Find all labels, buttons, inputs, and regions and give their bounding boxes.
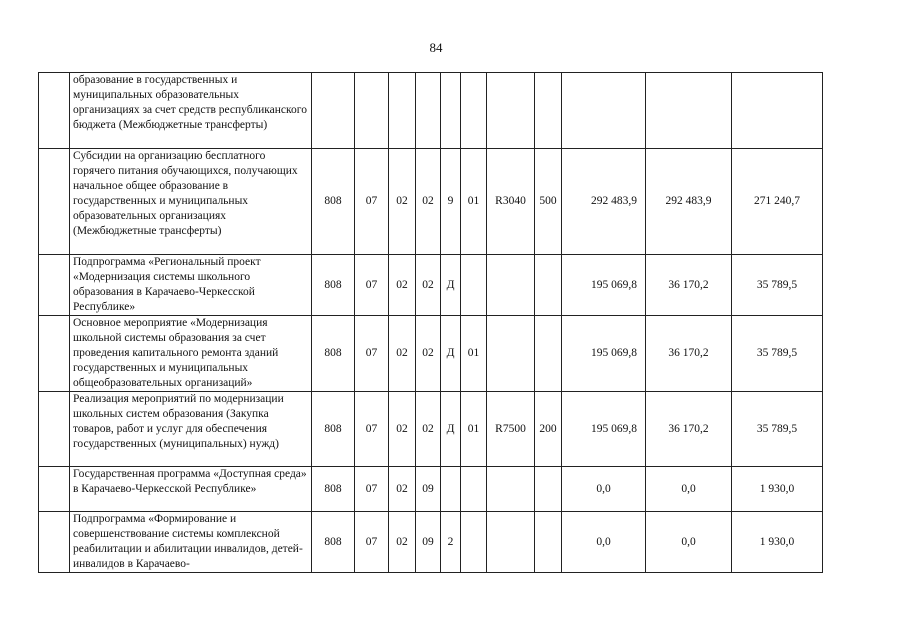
cell-amount-year1 xyxy=(562,73,646,149)
row-name: Подпрограмма «Формирование и совершенствование системы комплексной реабилитации и абилитации инвалидов, детей-инвалидов в Карачаево- xyxy=(70,512,312,573)
cell-amount-year2 xyxy=(646,73,732,149)
cell-event xyxy=(461,512,487,573)
cell-program: 09 xyxy=(416,512,441,573)
cell-expense-type xyxy=(535,467,562,512)
page-number: 84 xyxy=(429,40,443,55)
row-margin-cell xyxy=(39,255,70,316)
cell-program: 02 xyxy=(416,149,441,255)
cell-program xyxy=(416,73,441,149)
cell-ved xyxy=(312,73,355,149)
cell-subprogram xyxy=(441,467,461,512)
row-name: образование в государственных и муниципальных образовательных организациях за счет средств республиканского бюджета (Межбюджетные трансферты) xyxy=(70,73,312,149)
cell-amount-year1: 0,0 xyxy=(562,467,646,512)
cell-event xyxy=(461,255,487,316)
cell-amount-year1: 195 069,8 xyxy=(562,316,646,392)
cell-program: 02 xyxy=(416,316,441,392)
cell-razdel: 07 xyxy=(355,316,389,392)
cell-event: 01 xyxy=(461,316,487,392)
cell-ved: 808 xyxy=(312,149,355,255)
table-row xyxy=(39,392,823,467)
cell-subprogram: 2 xyxy=(441,512,461,573)
cell-amount-year3: 35 789,5 xyxy=(732,392,823,467)
cell-amount-year3 xyxy=(732,73,823,149)
cell-event xyxy=(461,73,487,149)
table-row xyxy=(39,467,823,512)
cell-program: 02 xyxy=(416,392,441,467)
row-name: Основное мероприятие «Модернизация школьной системы образования за счет проведения капитального ремонта зданий государственных и муниципальных общеобразовательных организаций» xyxy=(70,316,312,392)
cell-amount-year2: 36 170,2 xyxy=(646,255,732,316)
cell-expense-type xyxy=(535,316,562,392)
cell-direction: R3040 xyxy=(487,149,535,255)
cell-amount-year1: 292 483,9 xyxy=(562,149,646,255)
cell-direction xyxy=(487,255,535,316)
row-name: Государственная программа «Доступная среда» в Карачаево-Черкесской Республике» xyxy=(70,467,312,512)
cell-expense-type xyxy=(535,512,562,573)
cell-amount-year1: 195 069,8 xyxy=(562,255,646,316)
cell-ved: 808 xyxy=(312,467,355,512)
cell-amount-year3: 1 930,0 xyxy=(732,467,823,512)
cell-direction xyxy=(487,512,535,573)
cell-expense-type: 500 xyxy=(535,149,562,255)
cell-expense-type xyxy=(535,255,562,316)
cell-podrazdel: 02 xyxy=(389,467,416,512)
cell-direction xyxy=(487,316,535,392)
cell-event xyxy=(461,467,487,512)
cell-expense-type xyxy=(535,73,562,149)
cell-razdel: 07 xyxy=(355,467,389,512)
row-margin-cell xyxy=(39,316,70,392)
cell-subprogram xyxy=(441,73,461,149)
cell-razdel: 07 xyxy=(355,392,389,467)
row-name: Реализация мероприятий по модернизации школьных систем образования (Закупка товаров, работ и услуг для обеспечения государственных (муниципальных) нужд) xyxy=(70,392,312,467)
row-margin-cell xyxy=(39,392,70,467)
row-name: Субсидии на организацию бесплатного горячего питания обучающихся, получающих начальное общее образование в государственных и муниципальных образовательных организациях (Межбюджетные трансферты) xyxy=(70,149,312,255)
row-margin-cell xyxy=(39,467,70,512)
cell-expense-type: 200 xyxy=(535,392,562,467)
row-name: Подпрограмма «Региональный проект «Модернизация системы школьного образования в Карачаево-Черкесской Республике» xyxy=(70,255,312,316)
cell-event: 01 xyxy=(461,149,487,255)
cell-amount-year3: 1 930,0 xyxy=(732,512,823,573)
row-margin-cell xyxy=(39,512,70,573)
table-row xyxy=(39,512,823,573)
cell-razdel xyxy=(355,73,389,149)
table-row xyxy=(39,149,823,255)
row-margin-cell xyxy=(39,149,70,255)
cell-direction xyxy=(487,467,535,512)
cell-ved: 808 xyxy=(312,255,355,316)
cell-podrazdel: 02 xyxy=(389,316,416,392)
cell-amount-year3: 35 789,5 xyxy=(732,255,823,316)
cell-ved: 808 xyxy=(312,316,355,392)
cell-amount-year2: 0,0 xyxy=(646,512,732,573)
cell-podrazdel: 02 xyxy=(389,512,416,573)
table-row xyxy=(39,73,823,149)
cell-podrazdel xyxy=(389,73,416,149)
cell-amount-year2: 36 170,2 xyxy=(646,316,732,392)
cell-amount-year2: 292 483,9 xyxy=(646,149,732,255)
cell-amount-year2: 36 170,2 xyxy=(646,392,732,467)
cell-amount-year2: 0,0 xyxy=(646,467,732,512)
cell-direction: R7500 xyxy=(487,392,535,467)
cell-event: 01 xyxy=(461,392,487,467)
cell-amount-year1: 195 069,8 xyxy=(562,392,646,467)
table-row xyxy=(39,255,823,316)
cell-subprogram: Д xyxy=(441,316,461,392)
cell-podrazdel: 02 xyxy=(389,255,416,316)
cell-subprogram: Д xyxy=(441,392,461,467)
cell-razdel: 07 xyxy=(355,149,389,255)
cell-ved: 808 xyxy=(312,512,355,573)
cell-direction xyxy=(487,73,535,149)
cell-podrazdel: 02 xyxy=(389,149,416,255)
cell-razdel: 07 xyxy=(355,255,389,316)
budget-table xyxy=(38,72,823,573)
cell-program: 02 xyxy=(416,255,441,316)
cell-podrazdel: 02 xyxy=(389,392,416,467)
cell-subprogram: Д xyxy=(441,255,461,316)
table-row xyxy=(39,316,823,392)
cell-ved: 808 xyxy=(312,392,355,467)
cell-amount-year3: 35 789,5 xyxy=(732,316,823,392)
cell-razdel: 07 xyxy=(355,512,389,573)
cell-amount-year1: 0,0 xyxy=(562,512,646,573)
row-margin-cell xyxy=(39,73,70,149)
cell-amount-year3: 271 240,7 xyxy=(732,149,823,255)
cell-program: 09 xyxy=(416,467,441,512)
cell-subprogram: 9 xyxy=(441,149,461,255)
